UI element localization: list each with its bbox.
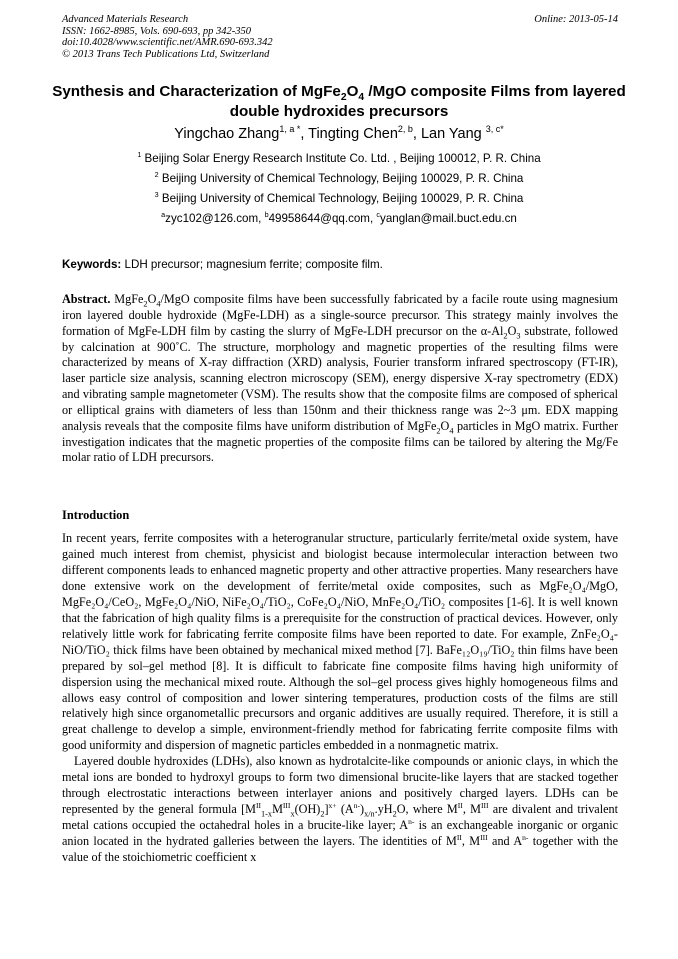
email-mark: c [376,210,381,220]
keywords-text: LDH precursor; magnesium ferrite; composite film. [121,258,383,271]
formula-subscript: 2 [320,809,325,819]
paragraph-text: (A [336,802,354,817]
abstract-text: /MgO composite films have been successfully fabricated by a facile route using magnesium iron layered double hydroxide (MgFe-LDH) as a single-source precursor. This strategy mainly involves the formation of MgFe-LDH film by casting the slurry of MgFe-LDH precursor on the α-Al [62,292,619,338]
email-address: yanglan@mail.buct.edu.cn [380,212,517,225]
author-separator: , [300,126,309,142]
journal-doi: doi:10.4028/www.scientific.net/AMR.690-693.342 [62,37,273,48]
section-heading: Introduction [62,508,130,522]
keywords [62,258,622,272]
abstract-text: MgFe [110,292,144,306]
affiliation-text: Beijing University of Chemical Technology, Beijing 100029, P. R. China [158,172,524,185]
email-address: zyc102@126.com, [165,212,265,225]
formula-superscript: x+ [328,801,337,811]
author-separator: , [412,126,421,142]
abstract-text: O [440,418,450,433]
author-name: Lan Yang [420,126,486,142]
journal-copyright: © 2013 Trans Tech Publications Ltd, Switzerland [62,48,270,60]
formula-subscript: 2 [392,809,397,819]
title-subscript: 2 [340,92,347,104]
affiliation-mark: 1 [137,150,142,160]
abstract-text: substrate, followed by calcination at 900˚C. The structure, morphology and magnetic properties of the resulting films were characterized by means of X-ray diffraction (XRD) analysis, Fourier transform infrared spectroscopy (FT-IR), laser particle size analysis, scanning electron microscopy (SEM), energy dispersive X-ray spectrometry (EDX) and vibrating sample magnetometer (VSM). The results show that the composite films are composed of spherical or elliptical grains with diameters of less than 150nm and their thickness range was 2~3 μm. EDX mapping analysis reveals that the composite films have uniform distribution of MgFe [62,323,618,433]
formula-superscript: II [457,801,463,811]
affiliation [52,169,626,189]
affiliation-mark: 3 [154,190,159,200]
abstract-text: O [507,323,517,338]
paragraph-text: , M [462,802,481,817]
abstract-subscript: 4 [156,299,161,309]
abstract-text: particles in MgO matrix. Further investigation indicates that the magnetic properties of the composite films can be tailored by altering the Mg/Fe molar ratio of LDH precursors. [62,418,618,465]
journal-header [62,14,618,60]
paragraph-text: (OH) [294,802,321,817]
formula-superscript: n- [408,817,415,827]
author-affiliation-mark: 2, b [397,124,413,135]
abstract-text: O [147,292,157,306]
formula-superscript: III [480,833,488,843]
formula-superscript: III [282,801,291,811]
author-name: Yingchao Zhang [174,126,280,142]
title-text: O [346,83,359,100]
affiliation-mark: 2 [154,170,159,180]
formula-subscript: x/n [364,809,375,819]
abstract-label: Abstract. [62,292,111,306]
journal-name: Advanced Materials Research [62,14,189,25]
paragraph-text: are divalent and trivalent metal cations occupied the octahedral holes in a brucite-like layer; A [62,802,618,833]
title-subscript: 4 [358,92,365,104]
paragraph-text: ) [360,802,365,817]
title-text: Synthesis and Characterization of MgFe [52,83,341,100]
paragraph-text: and A [487,834,523,849]
formula-superscript: III [480,801,489,811]
paragraph-text: M [272,802,283,817]
abstract-subscript: 2 [143,299,148,309]
paper-title [52,82,626,122]
introduction-body [62,531,618,866]
email-list [52,209,626,229]
affiliation-text: Beijing University of Chemical Technology, Beijing 100029, P. R. China [158,192,524,205]
paragraph: In recent years, ferrite composites with a heterogranular structure, particularly ferrite/metal oxide system, have gained much interest from chemist, physicist and biologist because intermolecular interaction between two different components leads to enhanced magnetic property and other attractive properties. Many researchers have done extensive work on the development of ferrite/metal oxide composites, such as MgFe₂O₄/MgO, MgFe₂O₄/CeO₂, MgFe₂O₄/NiO, NiFe₂O₄/TiO₂, CoFe₂O₄/NiO, MnFe₂O₄/TiO₂ composites [1-6]. It is well known that the fabrication of high quality films is a prerequisite for the construction of practical devices. However, only relatively little work for fabricating ferrite composite films have been reported to date. For example, ZnFe₂O₄-NiO/TiO₂ thick films have been obtained by mechanical mixed method [7]. BaFe₁₂O₁₉/TiO₂ thin films have been prepared by sol–gel method [8]. It is difficult to fabricate fine composite films having high uniformity of dispersion using the mechanical mixed route. Although the sol–gel process gives highly homogeneous films and allows easy control of composition and lower sintering temperatures, production costs of the films are still relatively high since organometallic precursors and organic additives are usually required. Therefore, it is still a great challenge to develop a simple, environment-friendly method for fabricating ferrite composite films with good uniformity and dispersion of magnetic particles embedded in a nonmagnetic matrix. [62,531,618,753]
formula-superscript: n- [522,833,529,843]
abstract-subscript: 2 [436,426,441,436]
paragraph-text: O, where M [396,802,458,817]
paragraph [62,754,618,866]
paragraph-text: together with the value of the stoichiometric coefficient x [62,834,618,865]
abstract-subscript: 2 [503,331,508,341]
journal-issn: ISSN: 1662-8985, Vols. 690-693, pp 342-350 [62,25,251,37]
abstract-subscript: 3 [516,331,521,341]
email-address: 49958644@qq.com, [268,212,377,225]
formula-subscript: x [290,809,295,819]
email-mark: b [264,210,269,220]
formula-superscript: n- [353,801,360,811]
affiliation [52,189,626,209]
email-mark: a [161,210,166,220]
paragraph-text: ] [324,802,329,817]
affiliation [52,149,626,169]
title-text: /MgO composite Films from layered double hydroxides precursors [229,83,626,120]
online-date: Online: 2013-05-14 [534,14,618,25]
paragraph-text: is an exchangeable inorganic or organic anion located in the hydrated galleries between the layers. The identities of M [62,818,618,849]
author-affiliation-mark: 1, a * [279,124,301,135]
author-list [52,125,626,143]
affiliation-text: Beijing Solar Energy Research Institute Co. Ltd. , Beijing 100012, P. R. China [141,152,541,165]
formula-superscript: II [255,801,262,811]
formula-subscript: 1-x [261,809,273,819]
author-affiliation-mark: 3, c* [485,124,504,135]
affiliation-list [52,149,626,229]
abstract-subscript: 4 [449,426,454,436]
paragraph-text: , M [461,834,481,849]
keywords-label: Keywords: [62,258,122,271]
paragraph-text: Layered double hydroxides (LDHs), also known as hydrotalcite-like compounds or anionic clays, in which the metal ions are bonded to hydroxyl groups to form two dimensional brucite-like layers that are stacked together through electrostatic interactions between interlayer anions and positively charged layers. LDHs can be represented by the general formula [M [62,754,618,817]
formula-superscript: II [456,833,462,843]
paragraph-text: .yH [374,802,393,817]
author-name: Tingting Chen [308,126,398,142]
abstract [62,292,618,466]
